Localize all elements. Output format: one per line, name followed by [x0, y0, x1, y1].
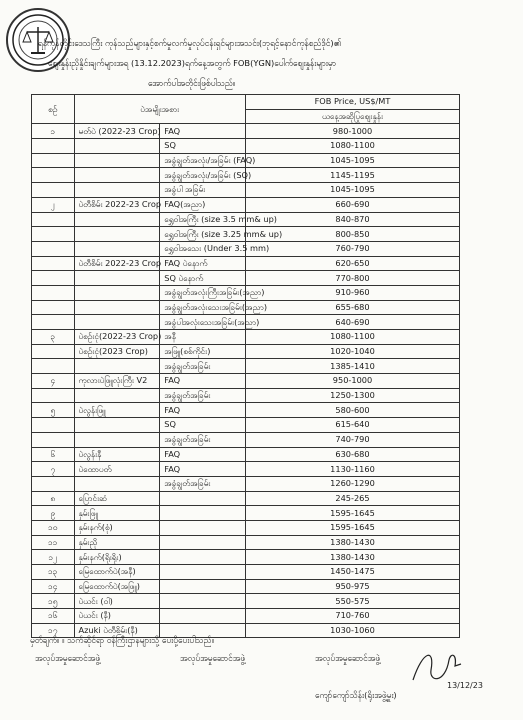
row-number: ၃ — [32, 330, 75, 345]
row-number — [32, 359, 75, 374]
row-item: ပဲယင်း (ဝါ) — [74, 594, 160, 609]
row-price: 1450-1475 — [245, 565, 459, 580]
row-price: 620-650 — [245, 256, 459, 271]
table-row — [32, 139, 460, 154]
row-item: ပဲစဥ်းငုံ(2022-23 Crop) — [74, 330, 160, 345]
table-row — [32, 579, 460, 594]
row-grade: FAQ — [160, 403, 246, 418]
row-number: ၁ — [32, 124, 75, 139]
table-row — [32, 241, 460, 256]
row-number — [32, 300, 75, 315]
row-grade: အခွံချွတ်အခြမ်း — [160, 359, 246, 374]
header-line-3: အောက်ပါအတိုင်းဖြစ်ပါသည်။ — [148, 78, 236, 88]
table-row — [32, 153, 460, 168]
table-row — [32, 594, 460, 609]
table-row — [32, 609, 460, 624]
row-price: 840-870 — [245, 212, 459, 227]
table-row — [32, 462, 460, 477]
row-price: 550-575 — [245, 594, 459, 609]
row-grade — [160, 579, 246, 594]
row-item — [74, 212, 160, 227]
row-number: ၁၃ — [32, 565, 75, 580]
col-header-price: FOB Price, US$/MT — [245, 95, 459, 110]
row-number: ၁၁ — [32, 535, 75, 550]
footer-note: မှတ်ချက်။ ။ သက်ဆိုင်ရာ ဝန်ကြီးဌာနများသို့ ပေးပို့ပေးပါသည်။ — [30, 635, 215, 645]
row-grade: FAQ — [160, 374, 246, 389]
row-number — [32, 285, 75, 300]
table-row — [32, 271, 460, 286]
row-grade — [160, 520, 246, 535]
row-grade — [160, 506, 246, 521]
col-header-item: ပဲအမျိုးအစား — [74, 95, 245, 124]
row-item: ပဲစဥ်းငုံ(2023 Crop) — [74, 344, 160, 359]
row-price: 1020-1040 — [245, 344, 459, 359]
row-price: 660-690 — [245, 197, 459, 212]
table-row — [32, 124, 460, 139]
row-item: ပဲလွန်းဖြူ — [74, 403, 160, 418]
row-grade: SQ ပဲနောက် — [160, 271, 246, 286]
row-price: 1045-1095 — [245, 183, 459, 198]
row-number — [32, 344, 75, 359]
row-number — [32, 139, 75, 154]
row-number: ၉ — [32, 506, 75, 521]
row-item — [74, 418, 160, 433]
row-item — [74, 241, 160, 256]
row-price: 740-790 — [245, 432, 459, 447]
row-price: 245-265 — [245, 491, 459, 506]
signature-label-2: အလုပ်အမှုဆောင်အဖွဲ့ — [180, 653, 246, 663]
row-price: 1030-1060 — [245, 623, 459, 638]
row-item — [74, 271, 160, 286]
row-price: 1595-1645 — [245, 520, 459, 535]
table-row — [32, 506, 460, 521]
row-price: 1380-1430 — [245, 535, 459, 550]
row-number — [32, 432, 75, 447]
row-item — [74, 139, 160, 154]
row-item: မြေထောက်ပဲ(အနီ) — [74, 565, 160, 580]
row-number: ၇ — [32, 462, 75, 477]
row-number: ၂ — [32, 197, 75, 212]
row-price: 710-760 — [245, 609, 459, 624]
row-price: 1595-1645 — [245, 506, 459, 521]
handwritten-signature — [405, 640, 483, 695]
row-number: ၈ — [32, 491, 75, 506]
row-price: 1380-1430 — [245, 550, 459, 565]
row-item: နှမ်းနက်(ရိုးရိုး) — [74, 550, 160, 565]
table-row — [32, 168, 460, 183]
row-number: ၁၀ — [32, 520, 75, 535]
row-number — [32, 153, 75, 168]
row-grade: အဖြူ(စစ်ကိုင်း) — [160, 344, 246, 359]
row-grade — [160, 491, 246, 506]
row-item — [74, 388, 160, 403]
table-row — [32, 432, 460, 447]
row-price: 1260-1290 — [245, 476, 459, 491]
row-price: 630-680 — [245, 447, 459, 462]
table-row — [32, 550, 460, 565]
row-grade: အခွံပါ အခြမ်း — [160, 183, 246, 198]
row-number — [32, 227, 75, 242]
table-row — [32, 359, 460, 374]
table-row — [32, 256, 460, 271]
row-number — [32, 212, 75, 227]
row-item: ပဲယင်း (နီ) — [74, 609, 160, 624]
row-item — [74, 168, 160, 183]
header-line-1: ရန်ကုန်တိုင်းဒေသကြီး ကုန်သည်များနှင့်စက်မှုလက်မှုလုပ်ငန်းရှင်များအသင်း(ဘုရင့်နောင်ကုန်စည်ဒိုင်)၏ — [38, 38, 341, 48]
row-item: ပဲလွန်းနီ — [74, 447, 160, 462]
table-row — [32, 183, 460, 198]
row-item: ကုလားပဲဖြူလုံးကြီး V2 — [74, 374, 160, 389]
row-price: 770-800 — [245, 271, 459, 286]
row-price: 1145-1195 — [245, 168, 459, 183]
table-row — [32, 388, 460, 403]
signature-label-1: အလုပ်အမှုဆောင်အဖွဲ့ — [35, 653, 101, 663]
row-grade: အခွံချွတ်အခြမ်း — [160, 388, 246, 403]
row-number: ၅ — [32, 403, 75, 418]
row-number: ၁၆ — [32, 609, 75, 624]
row-price: 950-1000 — [245, 374, 459, 389]
row-price: 950-975 — [245, 579, 459, 594]
table-row — [32, 315, 460, 330]
table-row — [32, 300, 460, 315]
table-row — [32, 330, 460, 345]
row-price: 1080-1100 — [245, 139, 459, 154]
row-grade: အခွံချွတ်အလုံး/အခြမ်း (SQ) — [160, 168, 246, 183]
table-row — [32, 344, 460, 359]
price-table — [31, 94, 460, 638]
row-number: ၆ — [32, 447, 75, 462]
table-row — [32, 565, 460, 580]
row-number: ၁၇ — [32, 623, 75, 638]
row-item: ပဲတီစိမ်း 2022-23 Crop — [74, 256, 160, 271]
table-row — [32, 403, 460, 418]
table-row — [32, 476, 460, 491]
row-grade: FAQ(အညာ) — [160, 197, 246, 212]
row-price: 1130-1160 — [245, 462, 459, 477]
row-grade — [160, 594, 246, 609]
row-grade — [160, 535, 246, 550]
row-item: နှမ်းညို — [74, 535, 160, 550]
row-number: ၁၂ — [32, 550, 75, 565]
table-row — [32, 447, 460, 462]
row-grade: အခွံချွတ်အခြမ်း — [160, 476, 246, 491]
row-grade: အခွံချွတ်အခြမ်း — [160, 432, 246, 447]
row-item: မြေထောက်ပဲ(အဖြူ) — [74, 579, 160, 594]
row-item — [74, 315, 160, 330]
row-item — [74, 183, 160, 198]
row-price: 655-680 — [245, 300, 459, 315]
row-grade: အနီ — [160, 330, 246, 345]
table-row — [32, 535, 460, 550]
row-grade: ရွှေဝါအကြီး (size 3.25 mm& up) — [160, 227, 246, 242]
col-header-price-sub: ယနေ့အဆိုပြုစျေးနှုန်း — [245, 109, 459, 124]
row-item — [74, 227, 160, 242]
row-number — [32, 388, 75, 403]
row-item — [74, 432, 160, 447]
row-number — [32, 271, 75, 286]
row-grade — [160, 609, 246, 624]
row-price: 1385-1410 — [245, 359, 459, 374]
row-number — [32, 168, 75, 183]
row-price: 1250-1300 — [245, 388, 459, 403]
row-grade — [160, 550, 246, 565]
table-row — [32, 374, 460, 389]
row-grade: ရွှေဝါအကြီး (size 3.5 mm& up) — [160, 212, 246, 227]
row-item — [74, 476, 160, 491]
row-grade — [160, 565, 246, 580]
row-grade: FAQ — [160, 462, 246, 477]
row-price: 760-790 — [245, 241, 459, 256]
row-price: 640-690 — [245, 315, 459, 330]
row-price: 615-640 — [245, 418, 459, 433]
row-number — [32, 476, 75, 491]
row-grade: အခွံချွတ်အလုံးကြီးအခြမ်း(အညာ) — [160, 285, 246, 300]
header-line-2: စျေးနှုန်းညှိနှိုင်းချက်များအရ (13.12.2023)ရက်နေ့အတွက် FOB(YGN)ပေါက်စျေးနှုန်းများမှာ — [48, 58, 337, 68]
row-grade: အခွံပါအလုံးသေးအခြမ်း(အညာ) — [160, 315, 246, 330]
row-item — [74, 153, 160, 168]
row-grade: FAQ ပဲနောက် — [160, 256, 246, 271]
row-price: 980-1000 — [245, 124, 459, 139]
row-item: မတ်ပဲ (2022-23 Crop) — [74, 124, 160, 139]
row-grade: FAQ — [160, 124, 246, 139]
row-item — [74, 285, 160, 300]
row-number — [32, 315, 75, 330]
row-item: Azuki ပဲတီစိမ်း(နီ) — [74, 623, 160, 638]
table-row — [32, 520, 460, 535]
row-number: ၁၄ — [32, 579, 75, 594]
row-item — [74, 300, 160, 315]
table-row — [32, 285, 460, 300]
signature-label-3: အလုပ်အမှုဆောင်အဖွဲ့ — [315, 653, 381, 663]
row-grade: SQ — [160, 139, 246, 154]
row-number: ၁၅ — [32, 594, 75, 609]
col-header-no: စဉ် — [32, 95, 75, 124]
row-item: နှမ်းဖြူ — [74, 506, 160, 521]
row-price: 800-850 — [245, 227, 459, 242]
row-grade: အခွံချွတ်အလုံး/အခြမ်း (FAQ) — [160, 153, 246, 168]
row-grade: FAQ — [160, 447, 246, 462]
svg-text:13/12/23: 13/12/23 — [447, 681, 483, 690]
table-row — [32, 212, 460, 227]
row-grade: ရွှေဝါအသေး (Under 3.5 mm) — [160, 241, 246, 256]
row-price: 910-960 — [245, 285, 459, 300]
row-grade: အခွံချွတ်အလုံးသေးအခြမ်း(အညာ) — [160, 300, 246, 315]
table-row — [32, 197, 460, 212]
price-table-body — [32, 124, 460, 638]
row-price: 1080-1100 — [245, 330, 459, 345]
row-number — [32, 256, 75, 271]
row-number: ၄ — [32, 374, 75, 389]
signatory-name: ကျော်ကျော်သိန်း(ရိုးအဖွဲ့မှူး) — [315, 690, 397, 700]
row-grade: SQ — [160, 418, 246, 433]
row-number — [32, 418, 75, 433]
table-row — [32, 491, 460, 506]
row-item: ပဲထောပတ် — [74, 462, 160, 477]
row-item: နှမ်းနက်(စုံ) — [74, 520, 160, 535]
row-price: 580-600 — [245, 403, 459, 418]
table-row — [32, 418, 460, 433]
row-item: ပဲတီစိမ်း 2022-23 Crop — [74, 197, 160, 212]
row-item: ပြောင်းဆံ — [74, 491, 160, 506]
table-row — [32, 227, 460, 242]
row-number — [32, 241, 75, 256]
row-number — [32, 183, 75, 198]
row-price: 1045-1095 — [245, 153, 459, 168]
row-item — [74, 359, 160, 374]
